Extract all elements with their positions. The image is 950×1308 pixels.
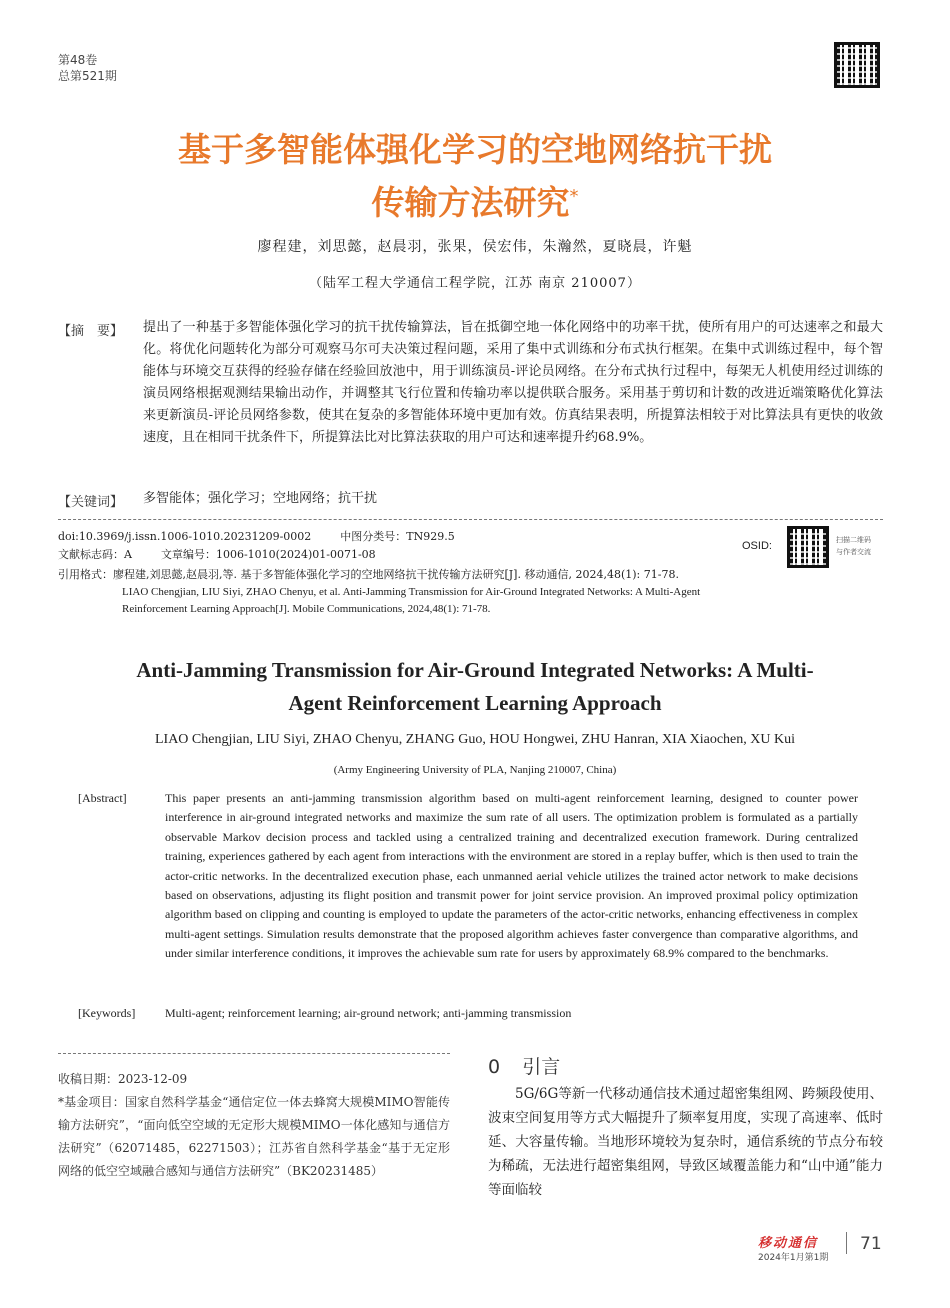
abstract-cn-label: 【摘 要】 xyxy=(58,324,124,339)
title-en-line2: Agent Reinforcement Learning Approach xyxy=(288,691,662,715)
keywords-en-label: [Keywords] xyxy=(78,1006,136,1020)
abstract-en-label: [Abstract] xyxy=(78,791,127,805)
osid-label: OSID: xyxy=(742,540,772,552)
section-heading xyxy=(488,1052,560,1079)
qr-code-icon[interactable] xyxy=(834,42,880,88)
authors-cn: 廖程建，刘思懿，赵晨羽，张果，侯宏伟，朱瀚然，夏晓晨，许魁 xyxy=(257,239,693,255)
doi[interactable]: doi:10.3969/j.issn.1006-1010.20231209-0002 xyxy=(58,530,312,543)
title-cn-line2-text: 传输方法研究 xyxy=(371,183,570,222)
title-cn-line1: 基于多智能体强化学习的空地网络抗干扰 xyxy=(178,130,772,169)
volume-number: 第48卷 xyxy=(58,53,98,67)
fund-marker: * xyxy=(569,186,579,207)
intro-paragraph: 5G/6G等新一代移动通信技术通过超密集组网、跨频段使用、波束空间复用等方式大幅提升了频率复用度，实现了高速率、低时延、大容量传输。当地形环境较为复杂时，通信系统的节点分布较为稀疏，无法进行超密集组网，导致区域覆盖能力和“山中通”能力等面临较 xyxy=(488,1086,883,1198)
divider-top xyxy=(58,519,883,520)
keywords-en-text: Multi-agent; reinforcement learning; air-ground network; anti-jamming transmission xyxy=(165,1006,572,1020)
title-en-line1: Anti-Jamming Transmission for Air-Ground Integrated Networks: A Multi- xyxy=(136,658,814,682)
issue-date: 2024年1月第1期 xyxy=(758,1253,829,1263)
authors-en: LIAO Chengjian, LIU Siyi, ZHAO Chenyu, ZHANG Guo, HOU Hongwei, ZHU Hanran, XIA Xiaochen, XU Kui xyxy=(154,732,795,747)
qr-caption-line2: 与作者交流 xyxy=(836,548,871,556)
affiliation-cn: （陆军工程大学通信工程学院，江苏 南京 210007） xyxy=(309,276,641,291)
clc-number: 中图分类号：TN929.5 xyxy=(340,530,455,543)
title-cn-line2 xyxy=(0,175,950,225)
meta-line2 xyxy=(58,546,758,563)
article-number: 文章编号：1006-1010(2024)01-0071-08 xyxy=(160,548,376,561)
section-number: 0 xyxy=(488,1056,501,1078)
keywords-cn-text: 多智能体；强化学习；空地网络；抗干扰 xyxy=(143,491,378,506)
divider-footnote xyxy=(58,1053,450,1054)
abstract-en-text: This paper presents an anti-jamming transmission algorithm based on multi-agent reinforcement learning, designed to counter power interference in air-ground integrated networks and maximize the sum rate of all users. The optimization problem is formulated as a partially observable Markov decision process and tackled using a centralized training and decentralized execution framework. During centralized training, experiences gathered by each agent from interactions with the environment are stored in a replay buffer, which is then used to train the actor-critic networks. In the decentralized execution phase, each unmanned aerial vehicle utilizes the trained actor network to make decisions based on observations, adjusting its flight position and transmit power for joint service provision. An improved proximal policy optimization algorithm based on clipping and counting is employed to update the parameters of the actor-critic networks, enhancing effectiveness in complex multi-agent settings. Simulation results demonstrate that the proposed algorithm achieves faster convergence than comparative algorithms, and under similar interference conditions, it improves the achievable sum rate for users by approximately 68.9% compared to the benchmarks. xyxy=(165,791,858,961)
keywords-cn-label: 【关键词】 xyxy=(58,495,124,510)
volume-info xyxy=(58,52,117,84)
citation-cn: 引用格式：廖程建,刘思懿,赵晨羽,等. 基于多智能体强化学习的空地网络抗干扰传输方法研究[J]. 移动通信, 2024,48(1): 71-78. xyxy=(58,568,679,581)
section-title: 引言 xyxy=(522,1056,561,1078)
meta-line1 xyxy=(58,528,758,545)
abstract-cn-text: 提出了一种基于多智能体强化学习的抗干扰传输算法，旨在抵御空地一体化网络中的功率干扰，使所有用户的可达速率之和最大化。将优化问题转化为部分可观察马尔可夫决策过程问题，采用了集中式训练和分布式执行框架。在集中式训练过程中，每个智能体与环境交互获得的经验存储在经验回放池中，用于训练演员-评论员网络。在分布式执行过程中，每架无人机使用经过训练的演员网络根据观测结果输出动作，并调整其飞行位置和传输功率以提供联合服务。采用基于剪切和计数的改进近端策略优化算法来更新演员-评论员网络参数，使其在复杂的多智能体环境中更加有效。仿真结果表明，所提算法相较于对比算法具有更快的收敛速度，且在相同干扰条件下，所提算法比对比算法获取的用户可达和速率提升约68.9%。 xyxy=(143,320,883,445)
footer-separator xyxy=(846,1232,847,1254)
qr-caption xyxy=(836,534,871,558)
page-number: 71 xyxy=(860,1234,882,1254)
citation-en-line1: LIAO Chengjian, LIU Siyi, ZHAO Chenyu, et al. Anti-Jamming Transmission for Air-Ground Integrated Networks: A Multi-Agent xyxy=(122,586,701,598)
osid-qr-icon[interactable] xyxy=(787,526,829,568)
citation-en-line2: Reinforcement Learning Approach[J]. Mobile Communications, 2024,48(1): 71-78. xyxy=(122,603,491,615)
qr-caption-line1: 扫描二维码 xyxy=(836,536,871,544)
fund-note: *基金项目：国家自然科学基金“通信定位一体去蜂窝大规模MIMO智能传输方法研究”，“面向低空空域的无定形大规模MIMO一体化感知与通信方法研究”（62071485，62271503）；江苏省自然科学基金“基于无定形网络的低空空域融合感知与通信方法研究”（BK20231485） xyxy=(58,1095,450,1178)
journal-logo: 移动通信 xyxy=(758,1236,819,1251)
issue-total: 总第521期 xyxy=(58,69,117,83)
received-date: 收稿日期：2023-12-09 xyxy=(58,1072,188,1086)
affiliation-en: (Army Engineering University of PLA, Nanjing 210007, China) xyxy=(333,764,617,776)
document-code: 文献标志码：A xyxy=(58,548,132,561)
